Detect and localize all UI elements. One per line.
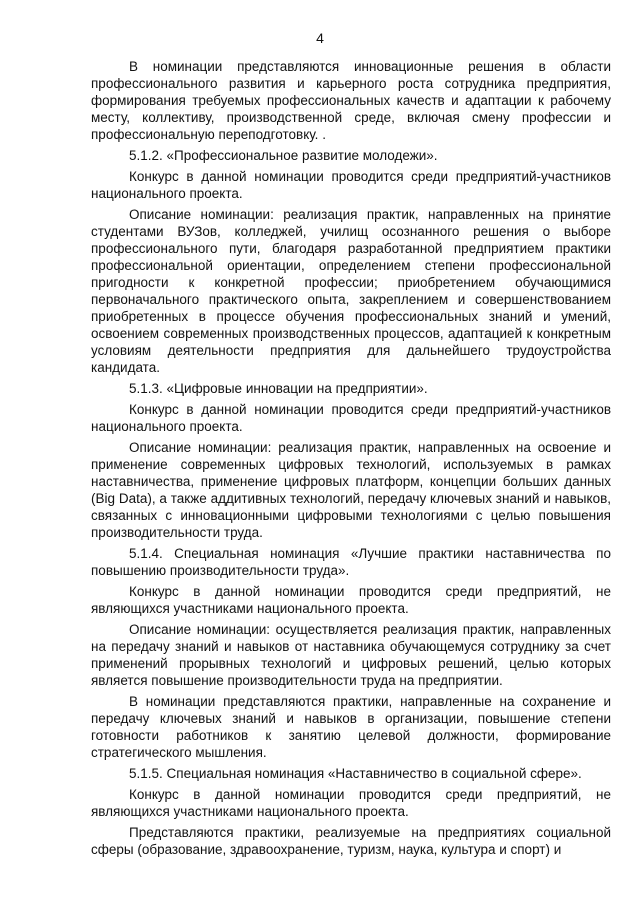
page-number: 4 bbox=[316, 30, 324, 46]
paragraph-nomination-practices: В номинации представляются практики, направленные на сохранение и передачу ключевых знаний и навыков в организации, повышение степени готовности работников к занятию целевой должности, формирование стратегического мышления. bbox=[91, 694, 611, 760]
section-heading-5-1-5: 5.1.5. Специальная номинация «Наставничество в социальной сфере». bbox=[129, 766, 582, 781]
paragraph-nomination-description: Описание номинации: реализация практик, направленных на принятие студентами ВУЗов, колледжей, училищ осознанного решения о выборе профессионального пути, благодаря разработанной предприятием практики профессиональной ориентации, определением степени профессиональной пригодности к конкретной профессии; приобретением обучающимися первоначального практического опыта, закреплением и совершенствованием приобретенных в процессе обучения профессиональных знаний и умений, освоением современных производственных процессов, адаптацией к конкретным условиям деятельности предприятия для дальнейшего трудоустройства кандидата. bbox=[91, 207, 611, 375]
paragraph-nomination-intro: В номинации представляются инновационные решения в области профессионального развития и карьерного роста сотрудника предприятия, формирования требуемых профессиональных качеств и адаптации к рабочему месту, коллективу, производственной среде, включая смену профессии и профессиональную переподготовку. . bbox=[91, 59, 611, 142]
paragraph-nomination-description: Описание номинации: реализация практик, направленных на освоение и применение современных цифровых технологий, используемых в рамках наставничества, применение цифровых платформ, концепции больших данных (Big Data), а также аддитивных технологий, передачу ключевых знаний и навыков, связанных с инновационными цифровыми технологиями с целью повышения производительности труда. bbox=[91, 440, 611, 540]
paragraph-contest-participants: Конкурс в данной номинации проводится среди предприятий, не являющихся участниками национального проекта. bbox=[91, 787, 611, 819]
section-heading-5-1-4: 5.1.4. Специальная номинация «Лучшие практики наставничества по повышению производительности труда». bbox=[91, 546, 611, 578]
paragraph-nomination-description: Описание номинации: осуществляется реализация практик, направленных на передачу знаний и навыков от наставника обучающемуся сотруднику за счет применений прорывных технологий и цифровых решений, целью которых является повышение производительности труда на предприятии. bbox=[91, 622, 611, 688]
paragraph-contest-participants: Конкурс в данной номинации проводится среди предприятий-участников национального проекта. bbox=[91, 169, 611, 201]
section-heading-5-1-2: 5.1.2. «Профессиональное развитие молодежи». bbox=[129, 148, 438, 163]
paragraph-contest-participants: Конкурс в данной номинации проводится среди предприятий-участников национального проекта. bbox=[91, 402, 611, 434]
paragraph-contest-participants: Конкурс в данной номинации проводится среди предприятий, не являющихся участниками национального проекта. bbox=[91, 584, 611, 616]
document-body bbox=[91, 58, 611, 862]
section-heading-5-1-3: 5.1.3. «Цифровые инновации на предприятии». bbox=[129, 381, 428, 396]
paragraph-social-sphere-practices: Представляются практики, реализуемые на предприятиях социальной сферы (образование, здравоохранение, туризм, наука, культура и спорт) и bbox=[91, 825, 611, 857]
